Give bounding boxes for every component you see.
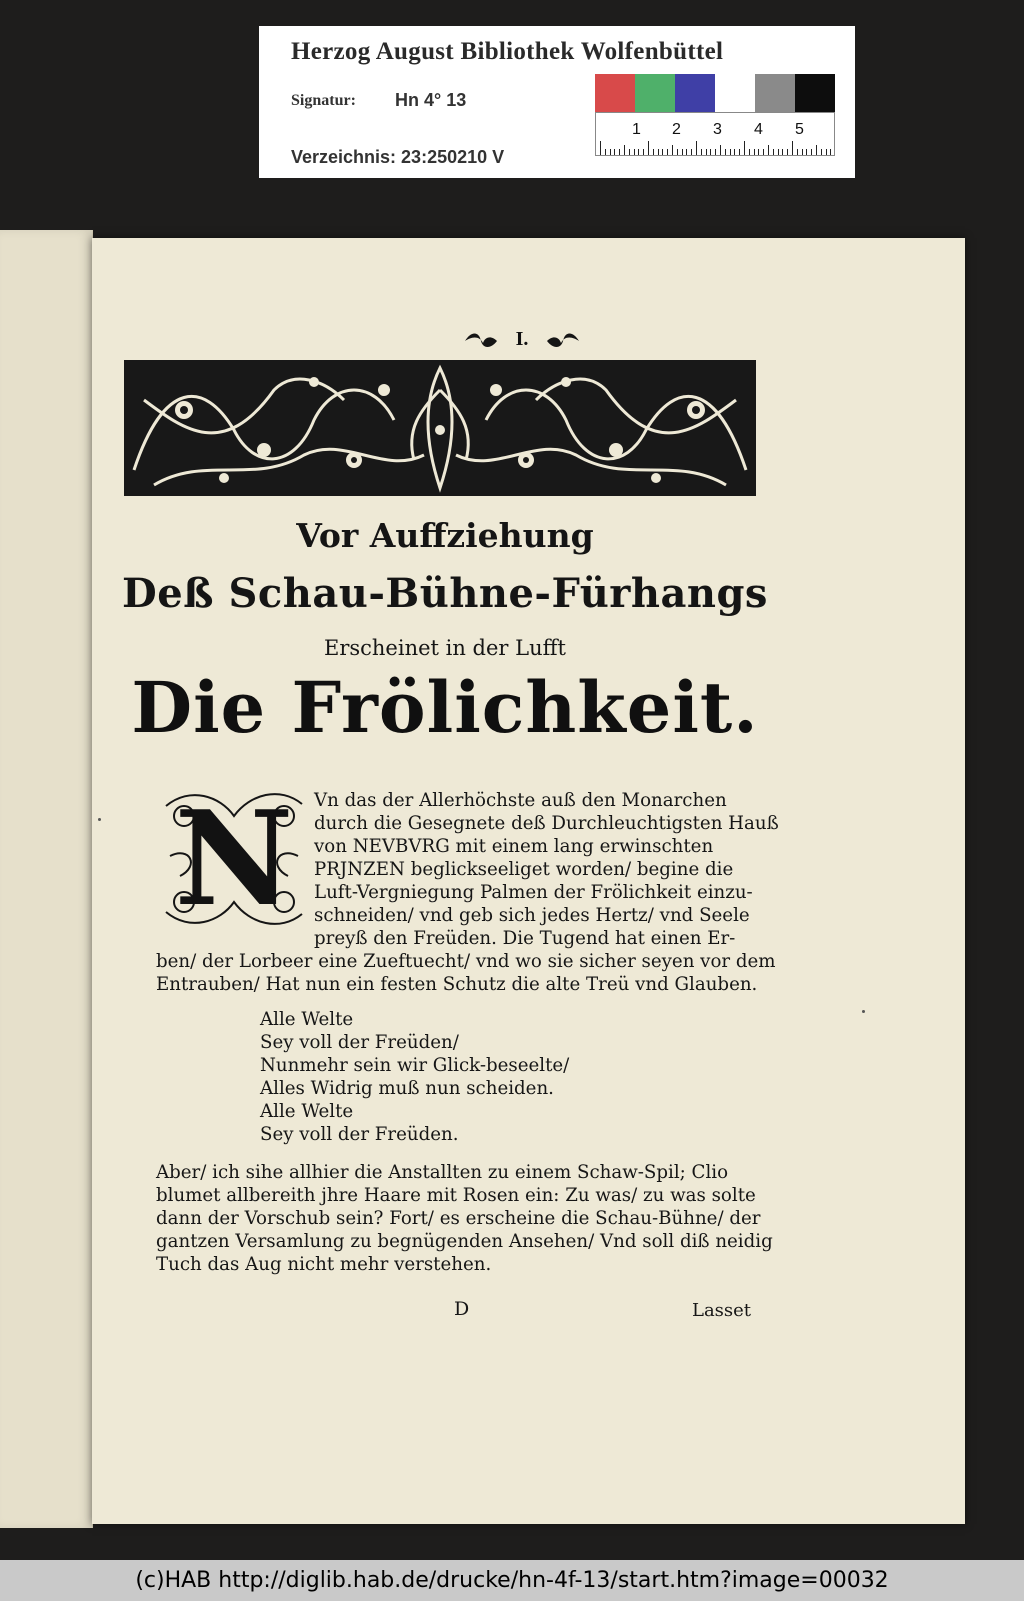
initial-letter: N — [174, 786, 294, 932]
paper-speck — [862, 1010, 865, 1013]
body-line: preyß den Freüden. Die Tugend hat einen Er- — [314, 928, 736, 949]
signatur-value: Hn 4° 13 — [395, 90, 467, 110]
facing-page-edge — [0, 230, 93, 1528]
heading-main-title: Die Frölichkeit. — [131, 666, 759, 749]
ruler-tick — [605, 149, 606, 155]
institution-name: Herzog August Bibliothek Wolfenbüttel — [291, 38, 724, 65]
color-calibration-strip — [595, 74, 835, 112]
ruler-tick — [739, 149, 740, 155]
fleuron-left-icon — [463, 331, 499, 351]
ruler-tick — [610, 149, 611, 155]
heading-line-1: Vor Auffziehung — [296, 516, 594, 555]
closing-line: gantzen Versamlung zu begnügenden Ansehen/ Vnd soll diß neidig — [156, 1231, 773, 1252]
ruler-tick — [821, 149, 822, 155]
ruler-number: 2 — [672, 121, 681, 138]
ruler-tick — [691, 149, 692, 155]
ruler-tick — [648, 141, 649, 155]
ruler-tick — [806, 149, 807, 155]
verse-line: Alles Widrig muß nun scheiden. — [260, 1078, 554, 1099]
measurement-ruler — [595, 112, 835, 156]
body-line: ben/ der Lorbeer eine Zueftuecht/ vnd wo sie sicher seyen vor dem — [156, 951, 776, 972]
closing-line: dann der Vorschub sein? Fort/ es erscheine die Schau-Bühne/ der — [156, 1208, 761, 1229]
verse-line: Nunmehr sein wir Glick-beseelte/ — [260, 1055, 570, 1076]
ruler-tick — [638, 149, 639, 155]
ruler-tick — [758, 149, 759, 155]
verzeichnis-number: Verzeichnis: 23:250210 V — [291, 147, 505, 167]
copyright-footer: (c)HAB http://diglib.hab.de/drucke/hn-4f-13/start.htm?image=00032 — [0, 1560, 1024, 1601]
verse-line: Alle Welte — [260, 1101, 354, 1122]
body-line: Luft-Vergniegung Palmen der Frölichkeit einzu- — [314, 882, 753, 903]
catchword: Lasset — [692, 1300, 752, 1321]
swatch-blue — [675, 74, 715, 112]
signature-mark: D — [454, 1298, 470, 1320]
ruler-tick — [826, 149, 827, 155]
ruler-tick — [643, 149, 644, 155]
ruler-tick — [634, 149, 635, 155]
ruler-tick — [658, 149, 659, 155]
ruler-number: 4 — [754, 121, 763, 138]
ruler-tick — [782, 149, 783, 155]
ruler-tick — [619, 149, 620, 155]
ruler-tick — [763, 149, 764, 155]
signatur-label: Signatur: — [291, 92, 356, 109]
page-number-row — [392, 328, 652, 351]
body-line: Entrauben/ Hat nun ein festen Schutz die alte Treü vnd Glauben. — [156, 974, 758, 995]
body-line: durch die Gesegnete deß Durchleuchtigsten Hauß — [314, 813, 779, 834]
ruler-tick — [787, 149, 788, 155]
paper-speck — [98, 818, 101, 821]
ruler-tick — [653, 149, 654, 155]
swatch-white — [715, 74, 755, 112]
ruler-tick — [830, 149, 831, 155]
ruler-tick — [696, 141, 697, 155]
ruler-tick — [686, 149, 687, 155]
fleuron-right-icon — [545, 331, 581, 351]
swatch-gray — [755, 74, 795, 112]
ruler-number: 1 — [632, 121, 641, 138]
decorated-initial — [160, 786, 308, 932]
ruler-tick — [614, 149, 615, 155]
ruler-tick — [773, 149, 774, 155]
ruler-tick — [710, 149, 711, 155]
ruler-tick — [816, 145, 817, 155]
ruler-tick — [754, 149, 755, 155]
body-line: schneiden/ vnd geb sich jedes Hertz/ vnd Seele — [314, 905, 750, 926]
ruler-tick — [797, 149, 798, 155]
closing-line: Aber/ ich sihe allhier die Anstallten zu einem Schaw-Spil; Clio — [156, 1162, 729, 1183]
heading-line-2: Deß Schau-Bühne-Fürhangs — [122, 570, 768, 617]
ruler-tick — [802, 149, 803, 155]
ruler-tick — [811, 149, 812, 155]
ruler-tick — [725, 149, 726, 155]
ruler-tick — [600, 141, 601, 155]
ruler-tick — [706, 149, 707, 155]
ruler-tick — [744, 141, 745, 155]
swatch-black — [795, 74, 835, 112]
verse-line: Sey voll der Freüden. — [260, 1124, 459, 1145]
ruler-tick — [749, 149, 750, 155]
ruler-tick — [701, 149, 702, 155]
ruler-tick — [624, 145, 625, 155]
ruler-tick — [667, 149, 668, 155]
body-line: PRJNZEN beglickseeliget worden/ begine die — [314, 859, 734, 880]
ruler-tick — [730, 149, 731, 155]
ruler-tick — [662, 149, 663, 155]
verse-line: Sey voll der Freüden/ — [260, 1032, 459, 1053]
heading-line-3: Erscheinet in der Lufft — [324, 636, 566, 660]
swatch-red — [595, 74, 635, 112]
page-number: I. — [515, 328, 529, 350]
ruler-tick — [792, 141, 793, 155]
ruler-tick — [778, 149, 779, 155]
printed-page — [92, 238, 965, 1524]
library-label-card — [259, 26, 855, 178]
closing-line: blumet allbereith jhre Haare mit Rosen ein: Zu was/ zu was solte — [156, 1185, 756, 1206]
ruler-tick — [682, 149, 683, 155]
body-line: Vn das der Allerhöchste auß den Monarchen — [314, 790, 727, 811]
ruler-tick — [715, 149, 716, 155]
ruler-tick — [768, 145, 769, 155]
ruler-tick — [720, 145, 721, 155]
swatch-green — [635, 74, 675, 112]
closing-line: Tuch das Aug nicht mehr verstehen. — [156, 1254, 492, 1275]
body-line: von NEVBVRG mit einem lang erwinschten — [314, 836, 714, 857]
verse-line: Alle Welte — [260, 1009, 354, 1030]
ruler-tick — [672, 145, 673, 155]
ruler-tick — [629, 149, 630, 155]
ornamental-headpiece — [124, 360, 756, 496]
ruler-number: 3 — [713, 121, 722, 138]
ruler-tick — [734, 149, 735, 155]
ruler-number: 5 — [795, 121, 804, 138]
ruler-tick — [677, 149, 678, 155]
